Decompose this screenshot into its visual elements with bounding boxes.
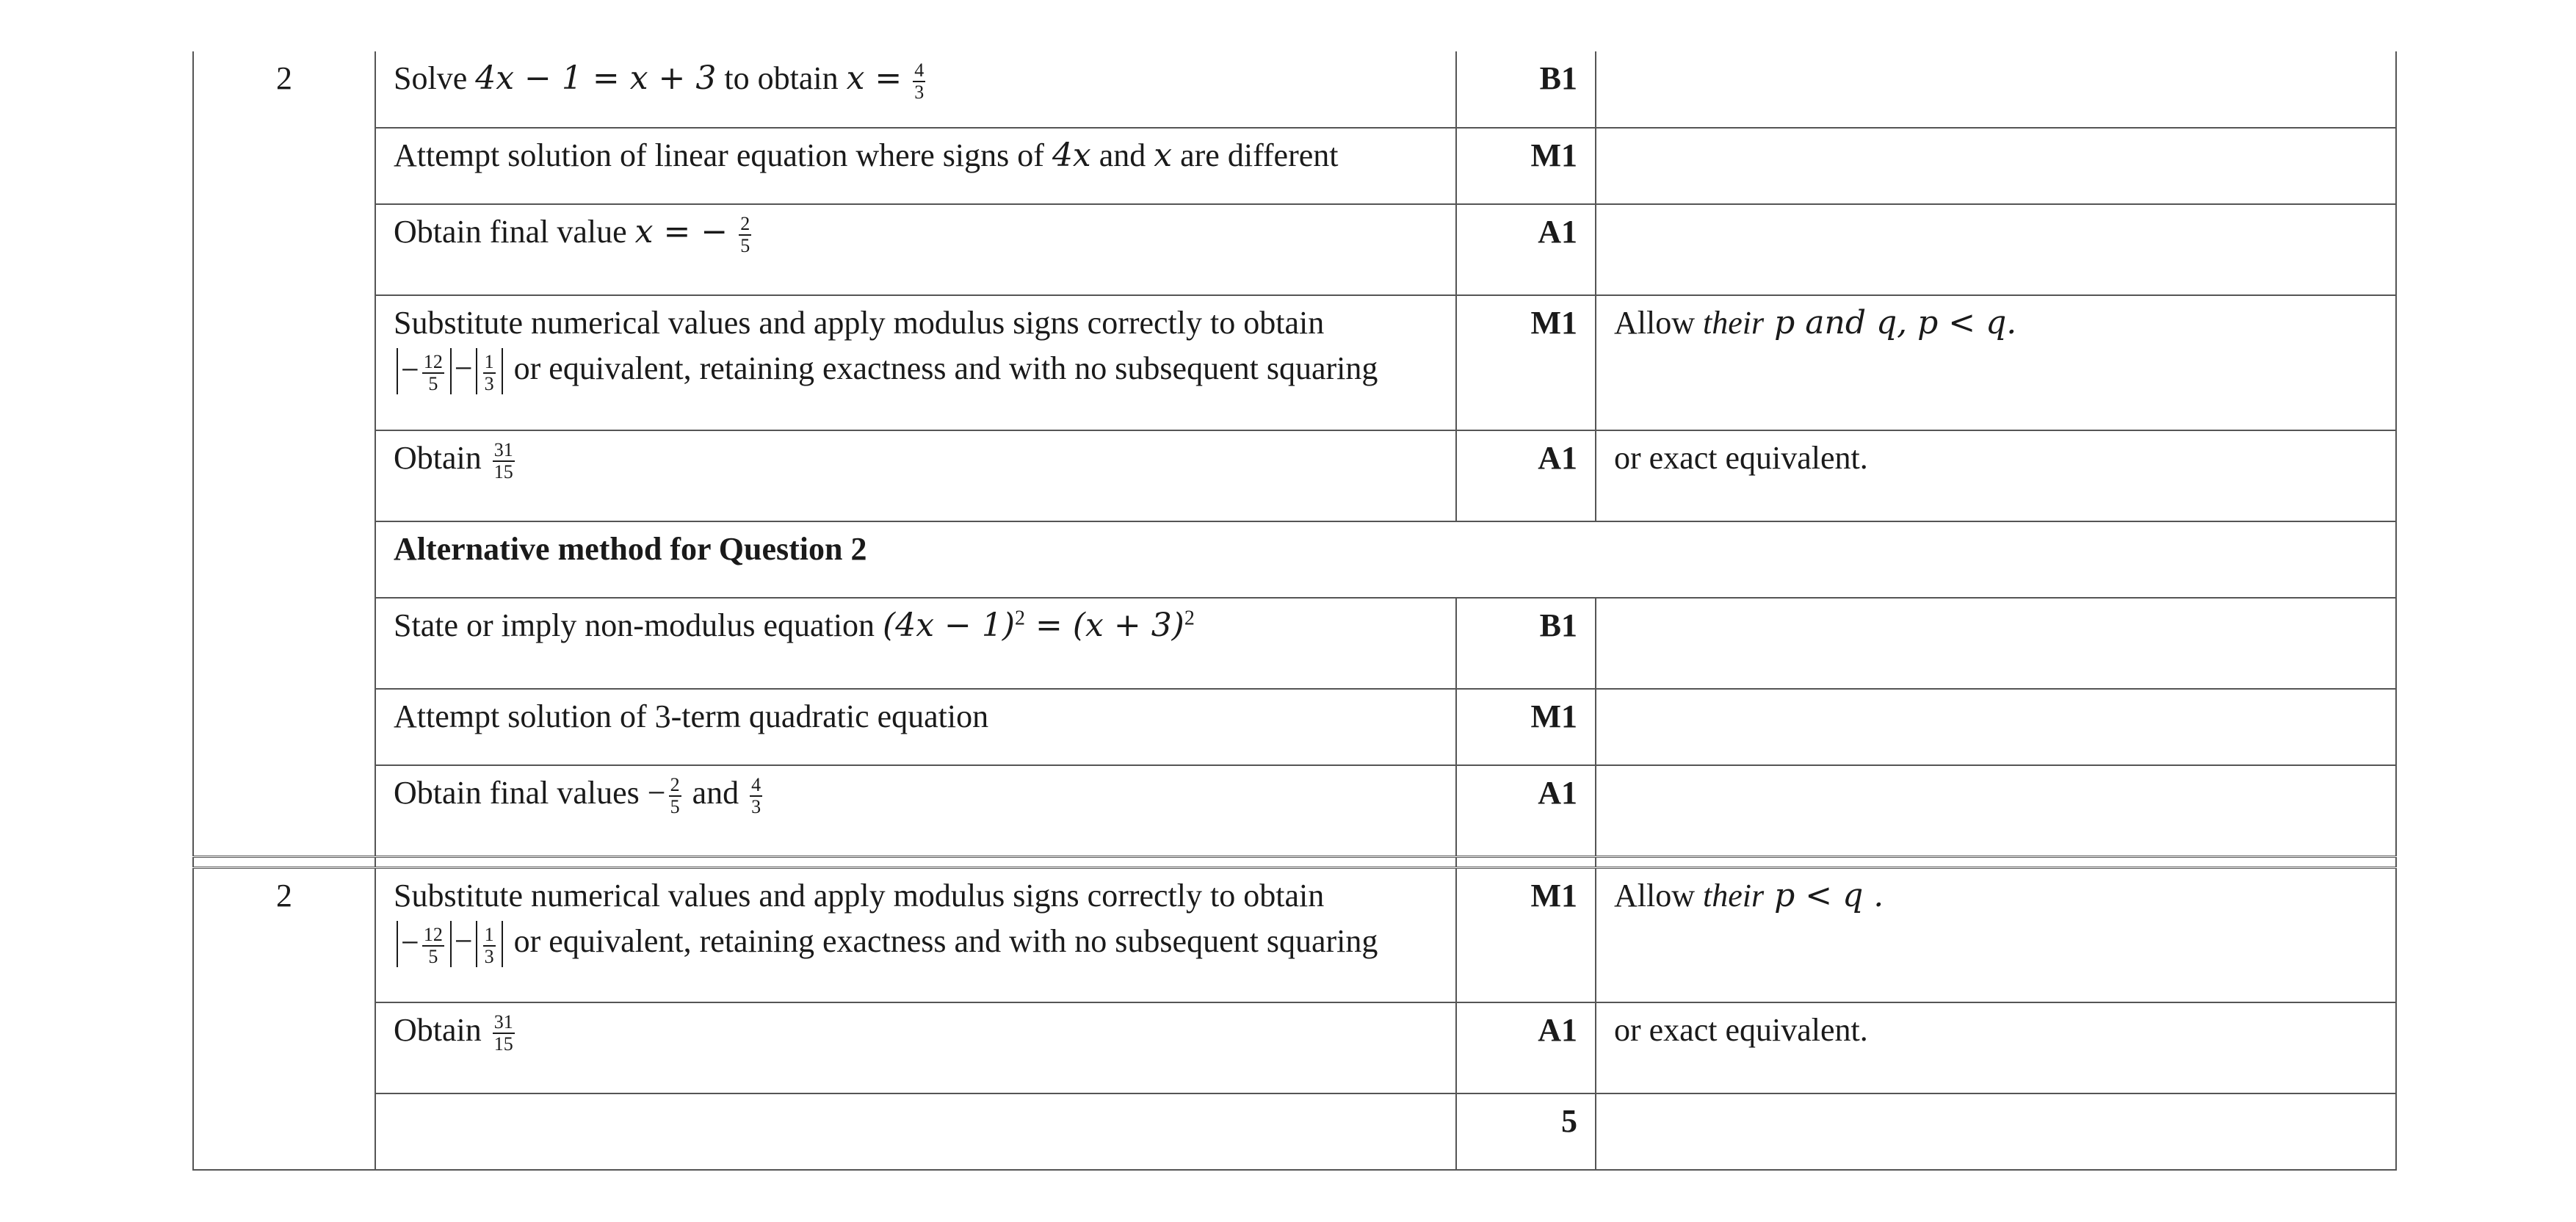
answer-text: Obtain [394,440,490,476]
question-number-cell [193,128,375,204]
exponent: 2 [1015,607,1026,630]
answer-text: are different [1180,137,1339,173]
fraction: $\frac{2}{5}$ [740,212,750,256]
equation: (4x − 1) [883,607,1016,644]
equation: 4x [1052,137,1091,174]
mark-cell: B1 [1456,51,1596,128]
guidance-cell [1596,204,2396,295]
question-number-cell [193,1093,375,1170]
exponent: 2 [1184,607,1195,630]
guidance-cell [1596,128,2396,204]
question-number-cell [193,1002,375,1093]
table-row [193,521,2396,598]
modulus: $\frac{1}{3}$ [476,348,503,394]
question-number-cell [193,598,375,689]
answer-cell [375,204,1456,295]
total-marks: 5 [1456,1093,1596,1170]
question-number-cell [193,430,375,521]
mark-cell: M1 [1456,295,1596,430]
mark-scheme-page [192,51,2395,1171]
answer-text: State or imply non-modulus equation [394,607,883,643]
question-number: 2 [193,51,375,128]
guidance-cell [1596,598,2396,689]
guidance-cell: Allow their p and q, p < q. [1596,295,2396,430]
modulus: − $\frac{12}{5}$ [397,921,452,967]
guidance-cell: or exact equivalent. [1596,430,2396,521]
table-row [193,295,2396,430]
answer-cell [375,1093,1456,1170]
mark-cell: M1 [1456,867,1596,1002]
table-row [193,689,2396,765]
fraction: $\frac{4}{3}$ [751,773,761,817]
answer-text: and [692,775,748,811]
guidance-cell [1596,689,2396,765]
mark-cell: M1 [1456,128,1596,204]
equation: x [1154,137,1173,174]
answer-expression: − $\frac{12}{5}$ − $\frac{1}{3}$ or equivalent, retaining exactness and with no subsequent squaring [394,346,1438,394]
answer-cell [375,51,1456,128]
answer-expression: − $\frac{12}{5}$ − $\frac{1}{3}$ or equivalent, retaining exactness and with no subsequent squaring [394,919,1438,967]
equation: x = [846,59,902,97]
guidance-cell [1596,765,2396,856]
mark-cell: A1 [1456,1002,1596,1093]
table-row [193,1002,2396,1093]
fraction: $\frac{2}{5}$ [670,773,680,817]
section-separator [193,856,2396,867]
equation: x = − [634,213,728,250]
guidance-cell: or exact equivalent. [1596,1002,2396,1093]
answer-text: Substitute numerical values and apply modulus signs correctly to obtain [394,305,1325,341]
fraction: $\frac{4}{3}$ [914,59,925,103]
answer-cell [375,128,1456,204]
mark-cell: B1 [1456,598,1596,689]
table-row [193,128,2396,204]
guidance-cell [1596,51,2396,128]
answer-cell [375,867,1456,1002]
mark-scheme-table [192,51,2397,1171]
answer-text: Obtain final value [394,214,635,250]
question-number: 2 [193,867,375,1002]
answer-text: to obtain [724,60,847,96]
answer-cell [375,598,1456,689]
answer-cell: Attempt solution of 3-term quadratic equation [375,689,1456,765]
equation: = (x + 3) [1025,607,1184,644]
fraction: $\frac{31}{15}$ [493,1010,513,1055]
table-row [193,598,2396,689]
answer-cell [375,430,1456,521]
answer-cell [375,295,1456,430]
fraction: $\frac{31}{15}$ [493,438,513,482]
table-row [193,204,2396,295]
table-row [193,867,2396,1002]
table-row [193,1093,2396,1170]
answer-text: Attempt solution of linear equation where signs of [394,137,1052,173]
table-row [193,765,2396,856]
table-row [193,430,2396,521]
modulus: $\frac{1}{3}$ [476,921,503,967]
table-row [193,51,2396,128]
mark-cell: A1 [1456,765,1596,856]
minus-sign: − [647,775,666,811]
modulus: − $\frac{12}{5}$ [397,348,452,394]
mark-cell: A1 [1456,204,1596,295]
question-number-cell [193,521,375,598]
mark-cell: A1 [1456,430,1596,521]
answer-text: Substitute numerical values and apply modulus signs correctly to obtain [394,877,1325,914]
alternative-method-heading: Alternative method for Question 2 [375,521,2396,598]
question-number-cell [193,765,375,856]
answer-cell [375,765,1456,856]
mark-cell: M1 [1456,689,1596,765]
answer-text: or equivalent, retaining exactness and with no subsequent squaring [505,922,1378,959]
answer-text: or equivalent, retaining exactness and with no subsequent squaring [505,350,1378,386]
guidance-cell: Allow their p < q . [1596,867,2396,1002]
answer-text: Solve [394,60,476,96]
question-number-cell [193,295,375,430]
equation: 4x − 1 = x + 3 [475,59,717,97]
question-number-cell [193,689,375,765]
guidance-cell [1596,1093,2396,1170]
answer-text: and [1099,137,1154,173]
answer-text: Obtain [394,1012,490,1048]
question-number-cell [193,204,375,295]
answer-cell [375,1002,1456,1093]
answer-text: Obtain final values [394,775,648,811]
